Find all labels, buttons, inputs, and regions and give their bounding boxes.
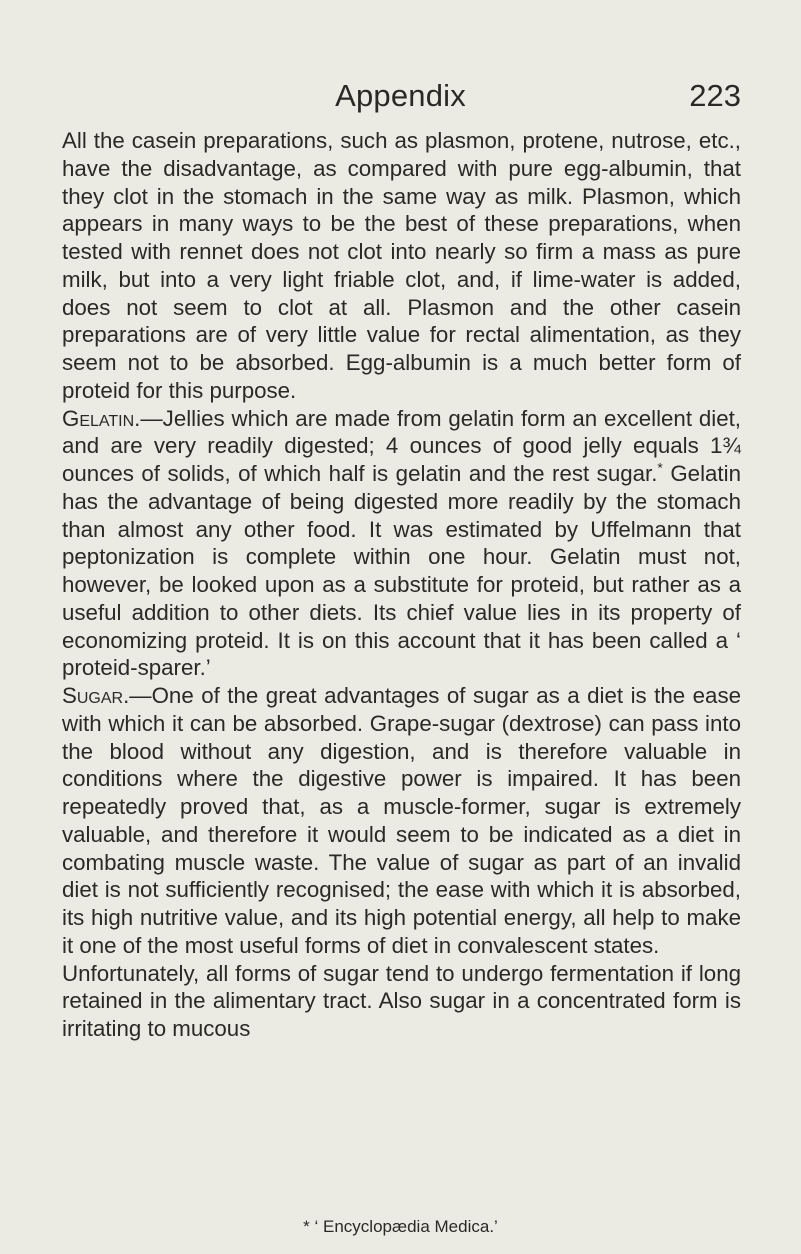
running-title: Appendix [335, 78, 466, 113]
gelatin-text-part-2: Gelatin has the advantage of being digested more readily by the stomach than almost any other food. It was estimated by Uffelmann that peptonization is complete within one hour. Gelatin must not, however, be looked upon as a substitute for proteid, but rather as a useful addition to other diets. Its chief value lies in its property of economizing proteid. It is on this account that it has been called a ‘ proteid-sparer.’ [62, 461, 741, 681]
page-number: 223 [689, 78, 741, 113]
section-heading-sugar: Sugar. [62, 683, 130, 708]
paragraph-sugar [62, 682, 741, 960]
body-text [62, 127, 741, 1043]
paragraph-casein: All the casein preparations, such as plasmon, protene, nutrose, etc., have the disadvantage, as compared with pure egg-albumin, that they clot in the stomach in the same way as milk. Plasmon, which appears in many ways to be the best of these preparations, when tested with rennet does not clot into nearly so firm a mass as pure milk, but into a very light friable clot, and, if lime-water is added, does not seem to clot at all. Plasmon and the other casein preparations are of very little value for rectal alimentation, as they seem not to be absorbed. Egg-albumin is a much better form of proteid for this purpose. [62, 128, 741, 403]
section-heading-gelatin: Gelatin. [62, 405, 141, 431]
sugar-text: —One of the great advantages of sugar as a diet is the ease with which it can be absorbed. Grape-sugar (dextrose) can pass into the blood without any digestion, and is therefore valuable in conditions where the digestive power is impaired. It has been repeatedly proved that, as a muscle-former, sugar is extremely valuable, and therefore it would seem to be indicated as a diet in combating muscle waste. The value of sugar as part of an invalid diet is not sufficiently recognised; the ease with which it is absorbed, its high nutritive value, and its high potential energy, all help to make it one of the most useful forms of diet in convalescent states. [62, 683, 741, 958]
paragraph-gelatin [62, 405, 741, 683]
footnote-reference: * [657, 459, 663, 476]
paragraph-fermentation: Unfortunately, all forms of sugar tend to undergo fermentation if long retained in the alimentary tract. Also sugar in a concentrated form is irritating to mucous [62, 960, 741, 1041]
footnote: * ‘ Encyclopædia Medica.’ [303, 1217, 498, 1236]
running-header [60, 76, 741, 116]
gelatin-text-part-1: —Jellies which are made from gelatin form an excellent diet, and are very readily digested; 4 ounces of good jelly equals 1¾ ounces of solids, of which half is gelatin and the rest sugar. [62, 405, 741, 486]
